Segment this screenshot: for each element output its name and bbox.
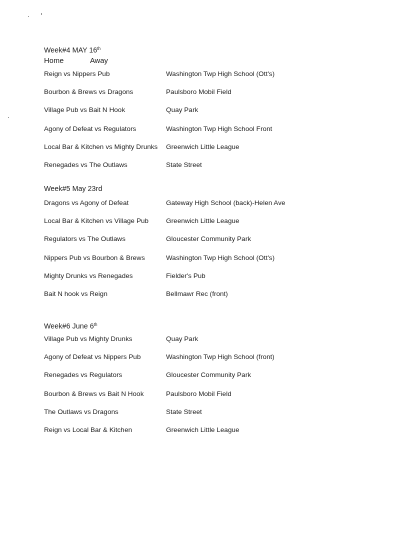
- week-title-suffix: th: [93, 322, 98, 327]
- location: Gloucester Community Park: [166, 372, 251, 380]
- matchup: Bourbon & Brews vs Dragons: [44, 89, 134, 97]
- matchup: Agony of Defeat vs Regulators: [44, 125, 137, 133]
- game-row: [44, 290, 384, 308]
- location: Washington Twp High School (Ott's): [166, 254, 275, 262]
- game-row: [44, 335, 384, 353]
- game-row: [44, 199, 384, 217]
- location: Fielder's Pub: [166, 272, 206, 280]
- home-label: Home: [44, 56, 64, 65]
- matchup: Village Pub vs Mighty Drunks: [44, 336, 133, 343]
- game-row: [44, 371, 384, 389]
- scan-speck: [28, 16, 29, 17]
- matchup: Reign vs Local Bar & Kitchen: [44, 426, 133, 434]
- game-row: [44, 161, 384, 179]
- matchup: Village Pub vs Bait N Hook: [44, 107, 126, 115]
- game-row: [44, 88, 384, 106]
- week-title-text: Week#4 MAY 16: [44, 45, 98, 55]
- game-row: [44, 390, 384, 408]
- location: Washington Twp High School (front): [166, 354, 275, 362]
- week-6-section: [44, 320, 384, 444]
- week-title-suffix: th: [97, 46, 101, 51]
- game-row: [44, 426, 384, 444]
- game-row: [44, 217, 384, 235]
- location: Greenwich Little League: [166, 218, 240, 226]
- location: Quay Park: [166, 336, 199, 343]
- matchup: Bourbon & Brews vs Bait N Hook: [44, 390, 144, 398]
- location: Paulsboro Mobil Field: [166, 390, 232, 398]
- week-title: [44, 44, 384, 56]
- game-row: [44, 143, 384, 161]
- scan-speck: [8, 117, 9, 118]
- game-row: [44, 235, 384, 253]
- location: Washington Twp High School Front: [166, 125, 273, 133]
- location: Bellmawr Rec (front): [166, 290, 228, 298]
- week-4-section: [44, 44, 384, 179]
- location: Greenwich Little League: [166, 426, 240, 434]
- week-title: [44, 320, 384, 332]
- away-label: Away: [90, 56, 108, 65]
- matchup: Bait N hook vs Reign: [44, 290, 108, 298]
- location: Quay Park: [166, 107, 199, 115]
- location: Gloucester Community Park: [166, 236, 251, 244]
- matchup: Local Bar & Kitchen vs Mighty Drunks: [44, 143, 158, 151]
- game-row: [44, 272, 384, 290]
- location: State Street: [166, 408, 202, 416]
- location: Gateway High School (back)-Helen Ave: [166, 200, 286, 207]
- game-row: [44, 408, 384, 426]
- week-title-text: Week#5 May 23rd: [44, 184, 103, 193]
- matchup: Local Bar & Kitchen vs Village Pub: [44, 218, 149, 226]
- matchup: Reign vs Nippers Pub: [44, 71, 110, 78]
- game-row: [44, 254, 384, 272]
- home-away-header: [44, 56, 384, 70]
- week-title-text: Week#6 June 6: [44, 321, 94, 331]
- location: Paulsboro Mobil Field: [166, 89, 232, 97]
- game-row: [44, 106, 384, 124]
- week-5-section: [44, 184, 384, 308]
- matchup: Renegades vs Regulators: [44, 372, 123, 380]
- matchup: Renegades vs The Outlaws: [44, 161, 128, 169]
- matchup: Mighty Drunks vs Renegades: [44, 272, 133, 280]
- location: Greenwich Little League: [166, 143, 240, 151]
- location: State Street: [166, 161, 202, 169]
- matchup: Dragons vs Agony of Defeat: [44, 200, 129, 207]
- location: Washington Twp High School (Ott's): [166, 71, 275, 78]
- game-row: [44, 353, 384, 371]
- matchup: Regulators vs The Outlaws: [44, 236, 126, 244]
- matchup: Nippers Pub vs Bourbon & Brews: [44, 254, 145, 262]
- matchup: Agony of Defeat vs Nippers Pub: [44, 354, 141, 362]
- scan-speck: [41, 13, 42, 15]
- matchup: The Outlaws vs Dragons: [44, 408, 119, 416]
- game-row: [44, 125, 384, 143]
- week-title: [44, 184, 384, 196]
- game-row: [44, 70, 384, 88]
